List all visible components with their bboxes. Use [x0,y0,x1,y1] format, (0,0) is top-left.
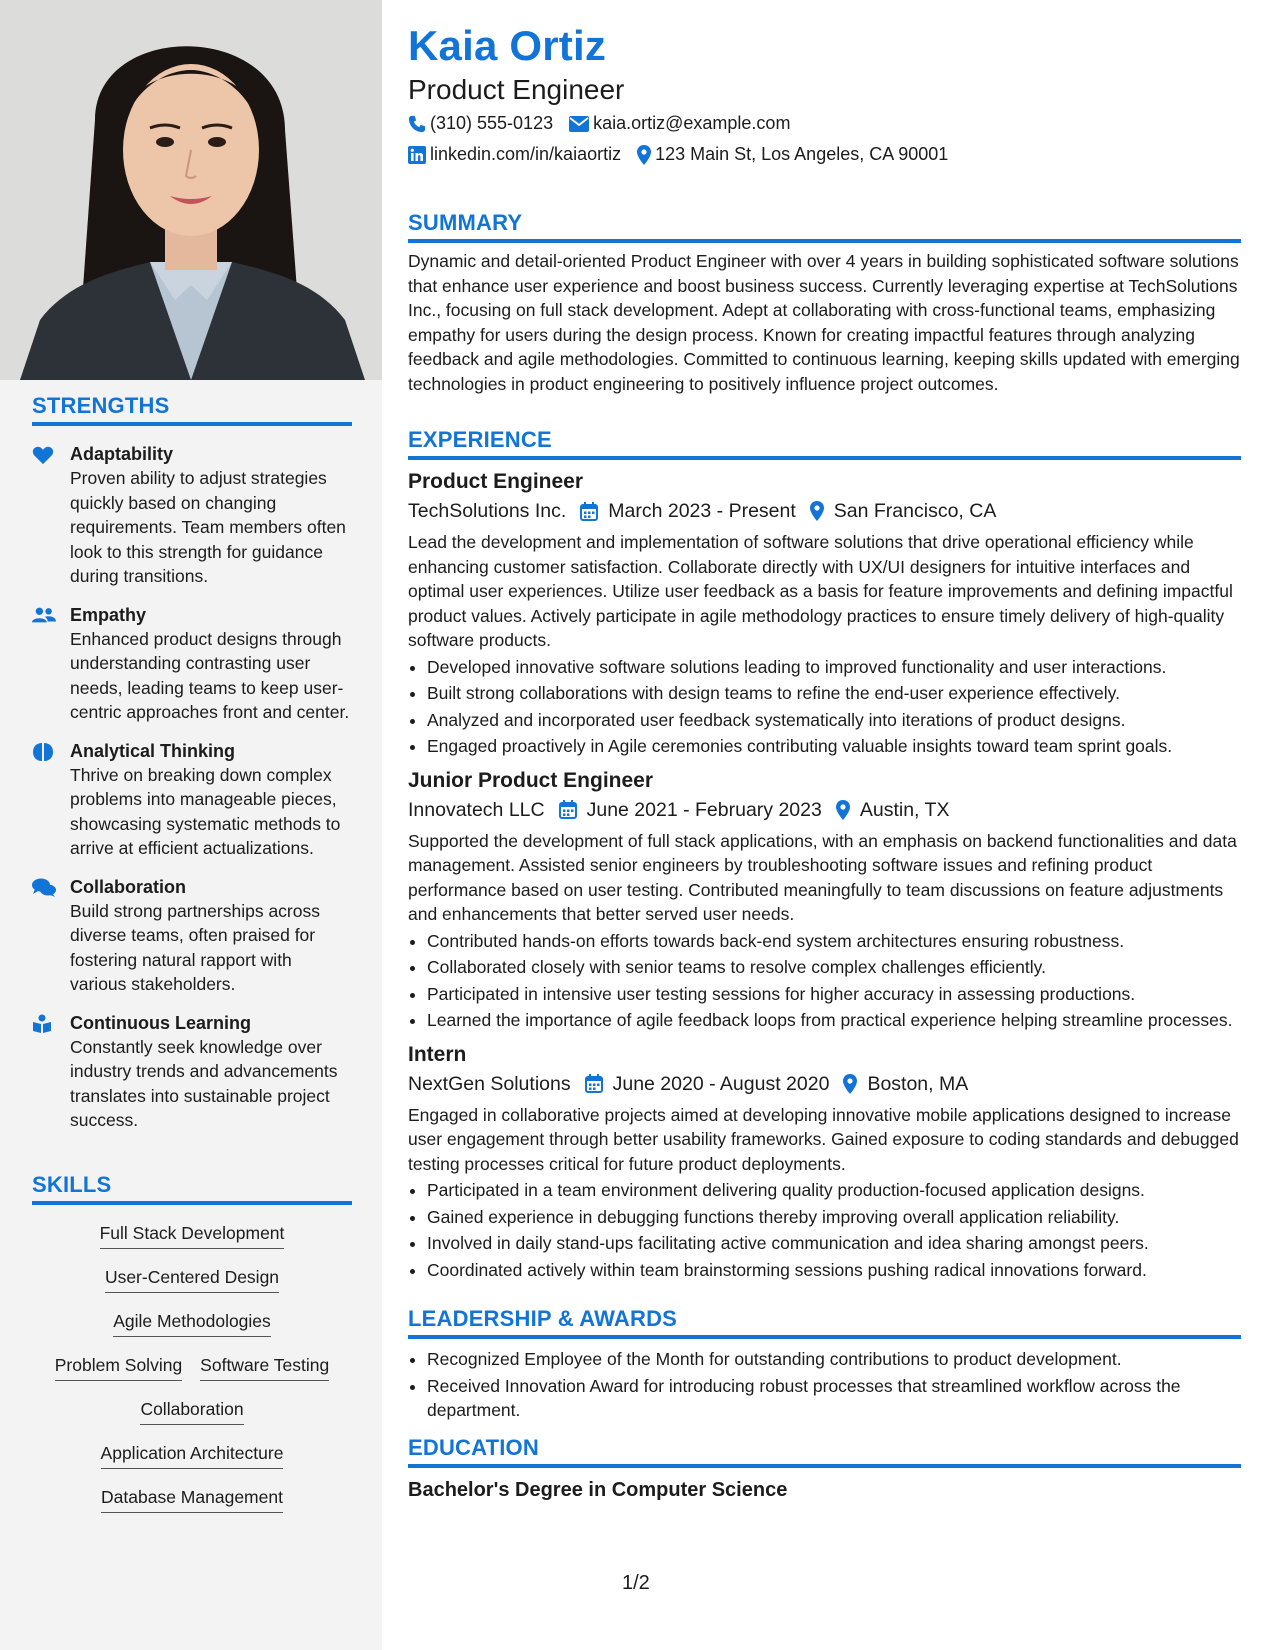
envelope-icon [569,116,589,132]
job-bullets [408,655,1241,759]
job-meta [408,496,1241,526]
strength-desc: Constantly seek knowledge over industry trends and advancements translates into sustainable project success. [70,1036,338,1130]
strength-desc: Thrive on breaking down complex problems into manageable pieces, showcasing systematic methods to arrive at efficient actualizations. [70,764,341,858]
strength-item [32,442,352,589]
job-bullet: • Learned the importance of agile feedback loops from practical experience helping streamline processes. [427,1008,1241,1033]
skills-heading: SKILLS [32,1172,352,1205]
job-bullet: • Developed innovative software solutions leading to improved functionality and user interactions. [427,655,1241,680]
summary-text: Dynamic and detail-oriented Product Engineer with over 4 years in building sophisticated software solutions that enhance user experience and boost business success. Currently leveraging expertise at TechSolutions Inc., focusing on full stack development. Adept at collaborating with cross-functional teams, emphasizing empathy for users during the design process. Known for creating impactful features through analyzing feedback and agile methodologies. Committed to continuous learning, keeping skills updated with emerging technologies in product engineering to positively influence project outcomes. [408,251,1240,394]
job-location: San Francisco, CA [833,500,997,522]
job-entry [408,1041,1241,1283]
job-meta [408,795,1241,825]
skill-tag: Application Architecture [101,1439,284,1469]
calendar-icon [585,1074,613,1093]
candidate-name: Kaia Ortiz [408,22,607,69]
skills-list [32,1219,352,1513]
strengths-section [32,393,352,1133]
email-link[interactable]: kaia.ortiz@example.com [593,113,791,133]
profile-photo [0,0,382,380]
email-contact[interactable] [569,113,790,134]
candidate-role: Product Engineer [408,74,625,105]
job-dates: March 2023 - Present [608,500,796,522]
strength-title: Analytical Thinking [70,740,236,761]
job-bullet: • Collaborated closely with senior teams to resolve complex challenges efficiently. [427,955,1241,980]
address-text: 123 Main St, Los Angeles, CA 90001 [655,144,949,164]
strength-title: Empathy [70,604,147,625]
map-pin-icon [637,145,651,165]
job-bullet: • Involved in daily stand-ups facilitating active communication and idea sharing amongst peers. [427,1231,1241,1256]
job-dates: June 2021 - February 2023 [586,798,822,821]
job-company: NextGen Solutions [408,1072,571,1095]
skill-tag: User-Centered Design [105,1263,279,1293]
job-bullets [408,1178,1241,1282]
map-pin-icon [836,800,860,820]
education-heading: EDUCATION [408,1435,1241,1468]
phone-contact [408,113,553,134]
education-section [408,1435,1241,1504]
award-bullet: • Recognized Employee of the Month for outstanding contributions to product development. [427,1347,1241,1372]
strength-desc: Enhanced product designs through understanding contrasting user needs, leading teams to keep user-centric approaches front and center. [70,628,350,722]
skill-tag: Database Management [101,1483,283,1513]
contact-row-1 [408,113,790,134]
job-bullet: • Engaged proactively in Agile ceremonies contributing valuable insights toward team sprint goals. [427,734,1241,759]
job-bullet: • Gained experience in debugging functions thereby improving overall application reliability. [427,1205,1241,1230]
job-bullet: • Built strong collaborations with design teams to refine the end-user experience effectively. [427,681,1241,706]
job-dates: June 2020 - August 2020 [612,1072,830,1095]
education-degree: Bachelor's Degree in Computer Science [408,1479,788,1501]
job-meta [408,1069,1241,1099]
skill-tag: Software Testing [200,1351,329,1381]
strength-desc: Proven ability to adjust strategies quickly based on changing requirements. Team members often look to this strength for guidance during transitions. [70,468,346,586]
strength-item [32,875,352,997]
job-location: Boston, MA [867,1072,969,1095]
job-bullet: • Participated in intensive user testing sessions for higher accuracy in assessing productions. [427,982,1241,1007]
job-description: Engaged in collaborative projects aimed at developing innovative mobile applications designed to increase user engagement through better usability frameworks. Gained exposure to coding standards and debugged testing processes critical for future product deployments. [408,1104,1239,1174]
strength-item [32,739,352,861]
map-pin-icon [810,501,834,521]
skill-tag: Full Stack Development [100,1219,285,1249]
experience-section [408,427,1241,1284]
strength-title: Adaptability [70,444,174,464]
summary-heading: SUMMARY [408,210,1241,243]
linkedin-link[interactable]: linkedin.com/in/kaiaortiz [430,144,622,164]
strength-title: Collaboration [70,876,186,897]
skill-tag: Problem Solving [55,1351,182,1381]
contact-row-2 [408,144,948,165]
job-description: Lead the development and implementation of software solutions that drive operational efficiency while enhancing customer satisfaction. Collaborate directly with UX/UI designers for intuitive interfaces and optimal user experiences. Utilize user feedback as a basis for feature improvements and defining impactful product values. Actively participate in agile methodology practices to ensure timely delivery of high-quality software products. [408,532,1233,650]
strength-item [32,603,352,725]
linkedin-icon [408,146,426,164]
map-pin-icon [843,1074,867,1094]
strength-desc: Build strong partnerships across diverse teams, often praised for fostering natural rapport with various stakeholders. [70,900,320,994]
linkedin-contact[interactable] [408,144,621,165]
job-title: Junior Product Engineer [408,768,654,792]
job-bullet: • Analyzed and incorporated user feedback systematically into iterations of product designs. [427,708,1241,733]
job-bullet: • Coordinated actively within team brainstorming sessions pushing radical innovations forward. [427,1258,1241,1283]
job-company: TechSolutions Inc. [408,500,567,522]
experience-heading: EXPERIENCE [408,427,1241,460]
calendar-icon [559,800,587,819]
awards-heading: LEADERSHIP & AWARDS [408,1306,1241,1339]
calendar-icon [580,502,608,521]
sidebar [0,0,382,1650]
job-title: Intern [408,1042,467,1066]
address-contact [637,144,948,165]
job-location: Austin, TX [859,798,950,821]
job-title: Product Engineer [408,470,584,493]
skill-tag: Collaboration [140,1395,243,1425]
job-bullets [408,929,1241,1033]
skills-section [32,1172,352,1527]
job-bullet: • Contributed hands-on efforts towards back-end system architectures ensuring robustness. [427,929,1241,954]
summary-section [408,210,1241,396]
heart-icon [32,442,70,589]
strength-item [32,1011,352,1133]
strength-title: Continuous Learning [70,1012,251,1033]
job-company: Innovatech LLC [408,798,545,821]
users-icon [32,603,70,725]
award-bullet: • Received Innovation Award for introducing robust processes that streamlined workflow across the department. [427,1374,1241,1423]
job-description: Supported the development of full stack applications, with an emphasis on backend functionalities and data management. Assisted senior engineers by troubleshooting software issues and refining product performance based on user testing. Contributed meaningfully to team discussions on feature adjustments and enhancements that better served user needs. [408,830,1237,924]
job-entry [408,468,1241,759]
brain-icon [32,739,70,861]
job-bullet: • Participated in a team environment delivering quality production-focused application designs. [427,1178,1241,1203]
phone-icon [408,115,426,133]
chat-icon [32,875,70,997]
strengths-heading: STRENGTHS [32,393,352,426]
skill-tag: Agile Methodologies [113,1307,271,1337]
awards-list [408,1347,1241,1423]
job-entry [408,767,1241,1033]
phone-text: (310) 555-0123 [430,113,554,133]
book-reader-icon [32,1011,70,1133]
page-number: 1/2 [622,1572,650,1594]
awards-section [408,1306,1241,1425]
